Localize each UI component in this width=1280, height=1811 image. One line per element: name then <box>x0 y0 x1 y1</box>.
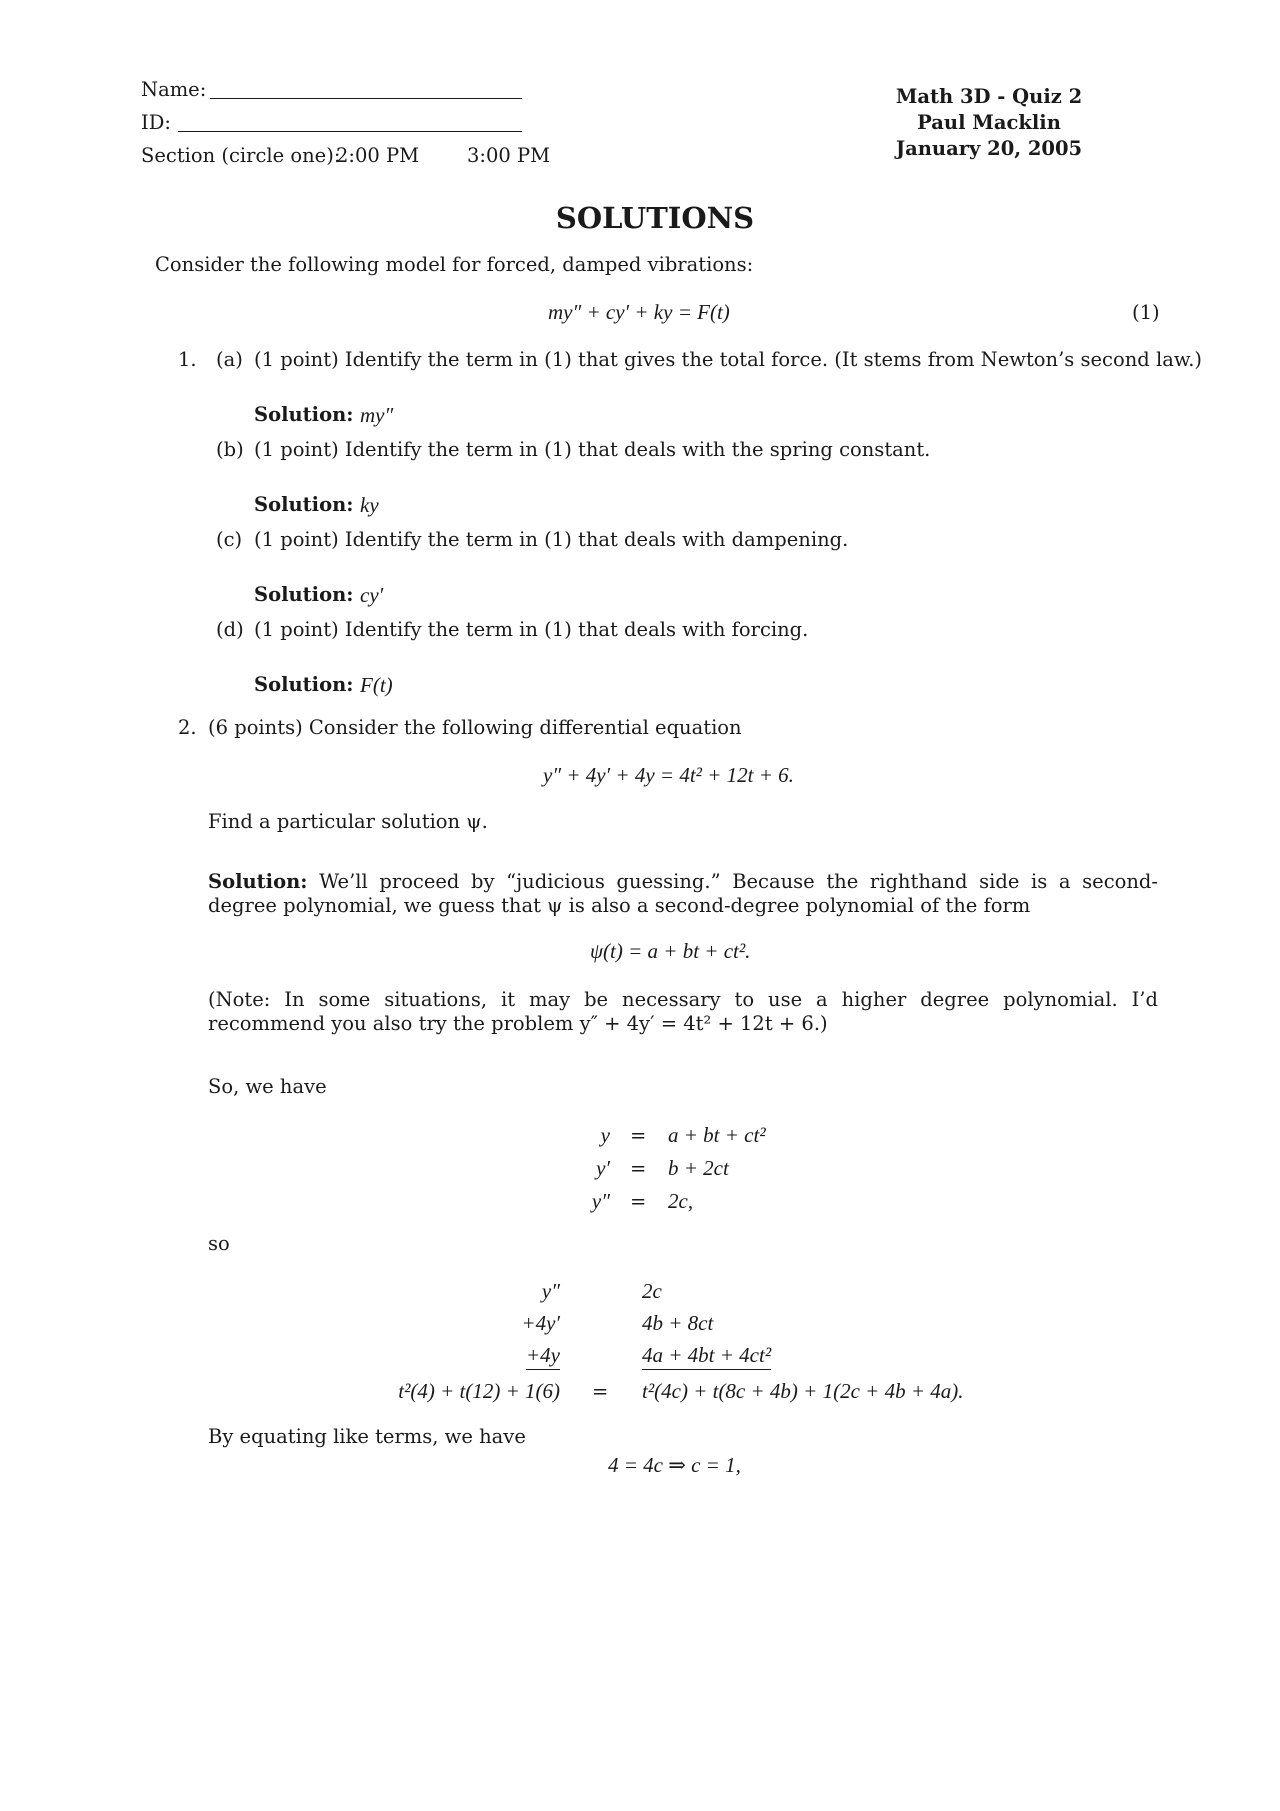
section-option-2pm[interactable]: 2:00 PM <box>336 144 420 167</box>
problem-2-number: 2. <box>178 716 197 739</box>
course-title: Math 3D - Quiz 2 <box>895 85 1083 108</box>
deriv-eq: = <box>630 1124 647 1147</box>
part-c-label: (c) <box>216 528 243 551</box>
solution-text: We’ll proceed by “judicious guessing.” Because the righthand side is a second-degree polynomial, we guess that ψ is also a second-degree polynomial of the form <box>208 870 1158 918</box>
sum-lhs: +4y′ <box>521 1311 560 1335</box>
so-text: so <box>208 1232 230 1255</box>
name-field[interactable] <box>210 98 522 99</box>
sum-lhs: y″ <box>541 1279 560 1303</box>
part-b-solution: ky <box>360 493 379 517</box>
problem-2-text: (6 points) Consider the following differential equation <box>208 716 742 739</box>
part-d-solution-label: Solution: <box>254 673 354 696</box>
id-field[interactable] <box>178 131 522 132</box>
deriv-lhs: y <box>600 1123 610 1147</box>
problem-1-number: 1. <box>178 348 197 371</box>
sum-total-lhs: t²(4) + t(12) + 1(6) <box>398 1379 560 1403</box>
part-d-solution: F(t) <box>360 673 393 697</box>
sum-rhs-underlined: 4a + 4bt + 4ct² <box>642 1343 771 1370</box>
sum-lhs <box>440 1342 560 1368</box>
sum-rhs: 2c <box>642 1279 662 1303</box>
equating-text: By equating like terms, we have <box>208 1425 526 1448</box>
sum-rhs: 4b + 8ct <box>642 1311 714 1335</box>
sum-total-eq: = <box>592 1380 609 1403</box>
deriv-rhs: a + bt + ct² <box>668 1123 766 1147</box>
date: January 20, 2005 <box>895 137 1083 160</box>
part-a-text: (1 point) Identify the term in (1) that gives the total force. (It stems from Newton’s second law.) <box>254 348 1202 371</box>
deriv-lhs: y′ <box>596 1156 610 1180</box>
result-equation: 4 = 4c ⇒ c = 1, <box>608 1453 741 1477</box>
note-text: (Note: In some situations, it may be necessary to use a higher degree polynomial. I’d recommend you also try the problem y″ + 4y′ = 4t² + 12t + 6.) <box>208 988 1158 1036</box>
intro-text: Consider the following model for forced, damped vibrations: <box>155 253 754 276</box>
part-a-label: (a) <box>216 348 243 371</box>
section-label: Section (circle one): <box>141 144 341 167</box>
part-d-text: (1 point) Identify the term in (1) that deals with forcing. <box>254 618 809 641</box>
solution-label: Solution: <box>208 870 308 893</box>
deriv-rhs: 2c, <box>668 1189 694 1213</box>
instructor: Paul Macklin <box>917 111 1061 134</box>
name-label: Name: <box>141 78 207 101</box>
part-b-text: (1 point) Identify the term in (1) that deals with the spring constant. <box>254 438 931 461</box>
solution-paragraph <box>208 870 1158 919</box>
guess-equation: ψ(t) = a + bt + ct². <box>590 939 751 963</box>
part-a-solution-label: Solution: <box>254 403 354 426</box>
section-option-3pm[interactable]: 3:00 PM <box>467 144 551 167</box>
equation-1-tag: (1) <box>1132 301 1160 324</box>
so-we-have: So, we have <box>208 1075 327 1098</box>
id-label: ID: <box>141 111 171 134</box>
sum-lhs-underlined: +4y <box>526 1343 560 1370</box>
find-text: Find a particular solution ψ. <box>208 810 488 833</box>
part-c-solution: cy′ <box>360 583 384 607</box>
part-c-text: (1 point) Identify the term in (1) that deals with dampening. <box>254 528 849 551</box>
deriv-eq: = <box>630 1190 647 1213</box>
sum-total-rhs: t²(4c) + t(8c + 4b) + 1(2c + 4b + 4a). <box>642 1379 964 1403</box>
page-title: SOLUTIONS <box>555 201 755 235</box>
part-c-solution-label: Solution: <box>254 583 354 606</box>
part-d-label: (d) <box>216 618 244 641</box>
problem-2-equation: y″ + 4y′ + 4y = 4t² + 12t + 6. <box>543 763 794 787</box>
equation-1: my″ + cy′ + ky = F(t) <box>548 300 730 324</box>
sum-rhs <box>642 1342 771 1368</box>
deriv-eq: = <box>630 1157 647 1180</box>
part-a-solution: my″ <box>360 403 394 427</box>
deriv-lhs: y″ <box>591 1189 610 1213</box>
deriv-rhs: b + 2ct <box>668 1156 729 1180</box>
part-b-label: (b) <box>216 438 244 461</box>
part-b-solution-label: Solution: <box>254 493 354 516</box>
